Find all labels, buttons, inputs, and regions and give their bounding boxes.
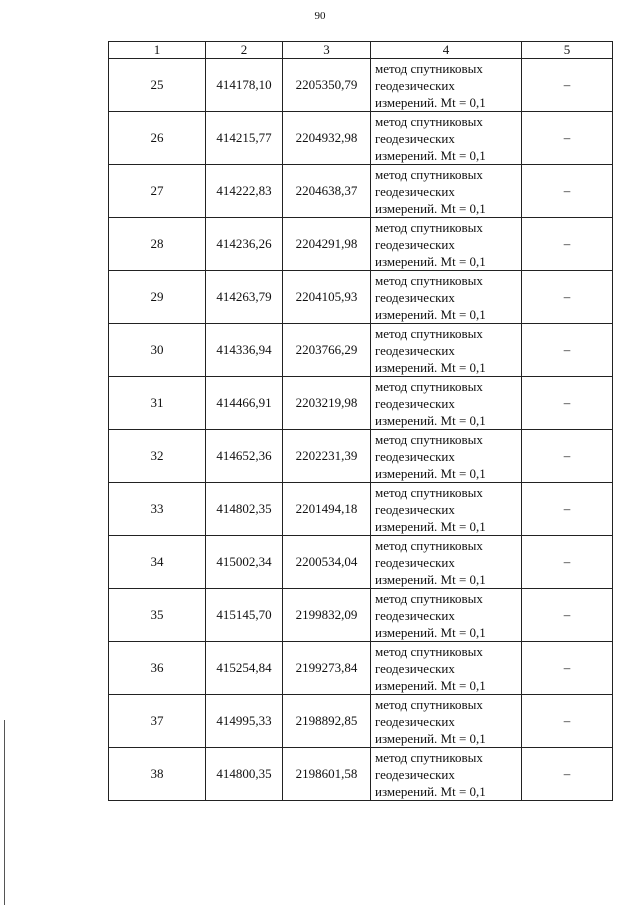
table-row	[109, 165, 613, 218]
method-cell: метод спутниковых геодезических измерений. Mt = 0,1	[371, 430, 522, 483]
table-row	[109, 589, 613, 642]
point-number-cell: 30	[109, 324, 206, 377]
point-number-cell: 26	[109, 112, 206, 165]
note-cell: –	[522, 324, 613, 377]
method-cell: метод спутниковых геодезических измерений. Mt = 0,1	[371, 483, 522, 536]
column-header-2: 2	[206, 42, 283, 59]
table-row	[109, 483, 613, 536]
method-cell: метод спутниковых геодезических измерений. Mt = 0,1	[371, 165, 522, 218]
x-coordinate-cell: 415254,84	[206, 642, 283, 695]
point-number-cell: 28	[109, 218, 206, 271]
y-coordinate-cell: 2200534,04	[283, 536, 371, 589]
table-row	[109, 324, 613, 377]
y-coordinate-cell: 2201494,18	[283, 483, 371, 536]
point-number-cell: 31	[109, 377, 206, 430]
table-row	[109, 430, 613, 483]
note-cell: –	[522, 589, 613, 642]
table-row	[109, 377, 613, 430]
method-cell: метод спутниковых геодезических измерений. Mt = 0,1	[371, 324, 522, 377]
y-coordinate-cell: 2203766,29	[283, 324, 371, 377]
x-coordinate-cell: 414800,35	[206, 748, 283, 801]
method-cell: метод спутниковых геодезических измерений. Mt = 0,1	[371, 695, 522, 748]
table-row	[109, 536, 613, 589]
header-row	[109, 42, 613, 59]
x-coordinate-cell: 414336,94	[206, 324, 283, 377]
note-cell: –	[522, 536, 613, 589]
column-header-5: 5	[522, 42, 613, 59]
x-coordinate-cell: 414995,33	[206, 695, 283, 748]
x-coordinate-cell: 414222,83	[206, 165, 283, 218]
column-header-1: 1	[109, 42, 206, 59]
y-coordinate-cell: 2204932,98	[283, 112, 371, 165]
point-number-cell: 34	[109, 536, 206, 589]
note-cell: –	[522, 112, 613, 165]
x-coordinate-cell: 414802,35	[206, 483, 283, 536]
y-coordinate-cell: 2202231,39	[283, 430, 371, 483]
coordinates-table	[108, 41, 613, 801]
point-number-cell: 27	[109, 165, 206, 218]
method-cell: метод спутниковых геодезических измерений. Mt = 0,1	[371, 642, 522, 695]
x-coordinate-cell: 414466,91	[206, 377, 283, 430]
x-coordinate-cell: 414178,10	[206, 59, 283, 112]
note-cell: –	[522, 59, 613, 112]
note-cell: –	[522, 748, 613, 801]
point-number-cell: 25	[109, 59, 206, 112]
x-coordinate-cell: 414263,79	[206, 271, 283, 324]
point-number-cell: 37	[109, 695, 206, 748]
page-number: 90	[314, 10, 326, 22]
note-cell: –	[522, 218, 613, 271]
y-coordinate-cell: 2204638,37	[283, 165, 371, 218]
method-cell: метод спутниковых геодезических измерений. Mt = 0,1	[371, 218, 522, 271]
table-body	[109, 59, 613, 801]
method-cell: метод спутниковых геодезических измерений. Mt = 0,1	[371, 271, 522, 324]
table-row	[109, 642, 613, 695]
y-coordinate-cell: 2198892,85	[283, 695, 371, 748]
method-cell: метод спутниковых геодезических измерений. Mt = 0,1	[371, 112, 522, 165]
column-header-4: 4	[371, 42, 522, 59]
point-number-cell: 38	[109, 748, 206, 801]
x-coordinate-cell: 415145,70	[206, 589, 283, 642]
method-cell: метод спутниковых геодезических измерений. Mt = 0,1	[371, 377, 522, 430]
point-number-cell: 29	[109, 271, 206, 324]
x-coordinate-cell: 414652,36	[206, 430, 283, 483]
method-cell: метод спутниковых геодезических измерений. Mt = 0,1	[371, 536, 522, 589]
note-cell: –	[522, 483, 613, 536]
y-coordinate-cell: 2205350,79	[283, 59, 371, 112]
method-cell: метод спутниковых геодезических измерений. Mt = 0,1	[371, 589, 522, 642]
y-coordinate-cell: 2199273,84	[283, 642, 371, 695]
y-coordinate-cell: 2204105,93	[283, 271, 371, 324]
x-coordinate-cell: 414215,77	[206, 112, 283, 165]
x-coordinate-cell: 415002,34	[206, 536, 283, 589]
x-coordinate-cell: 414236,26	[206, 218, 283, 271]
margin-rule	[4, 720, 5, 905]
note-cell: –	[522, 271, 613, 324]
table-row	[109, 271, 613, 324]
column-header-3: 3	[283, 42, 371, 59]
table-row	[109, 59, 613, 112]
note-cell: –	[522, 430, 613, 483]
y-coordinate-cell: 2198601,58	[283, 748, 371, 801]
note-cell: –	[522, 642, 613, 695]
table-row	[109, 218, 613, 271]
note-cell: –	[522, 165, 613, 218]
note-cell: –	[522, 377, 613, 430]
method-cell: метод спутниковых геодезических измерений. Mt = 0,1	[371, 59, 522, 112]
point-number-cell: 32	[109, 430, 206, 483]
point-number-cell: 35	[109, 589, 206, 642]
point-number-cell: 33	[109, 483, 206, 536]
table-row	[109, 112, 613, 165]
table-row	[109, 748, 613, 801]
point-number-cell: 36	[109, 642, 206, 695]
y-coordinate-cell: 2199832,09	[283, 589, 371, 642]
table-row	[109, 695, 613, 748]
y-coordinate-cell: 2204291,98	[283, 218, 371, 271]
table-header	[109, 42, 613, 59]
method-cell: метод спутниковых геодезических измерений. Mt = 0,1	[371, 748, 522, 801]
note-cell: –	[522, 695, 613, 748]
y-coordinate-cell: 2203219,98	[283, 377, 371, 430]
